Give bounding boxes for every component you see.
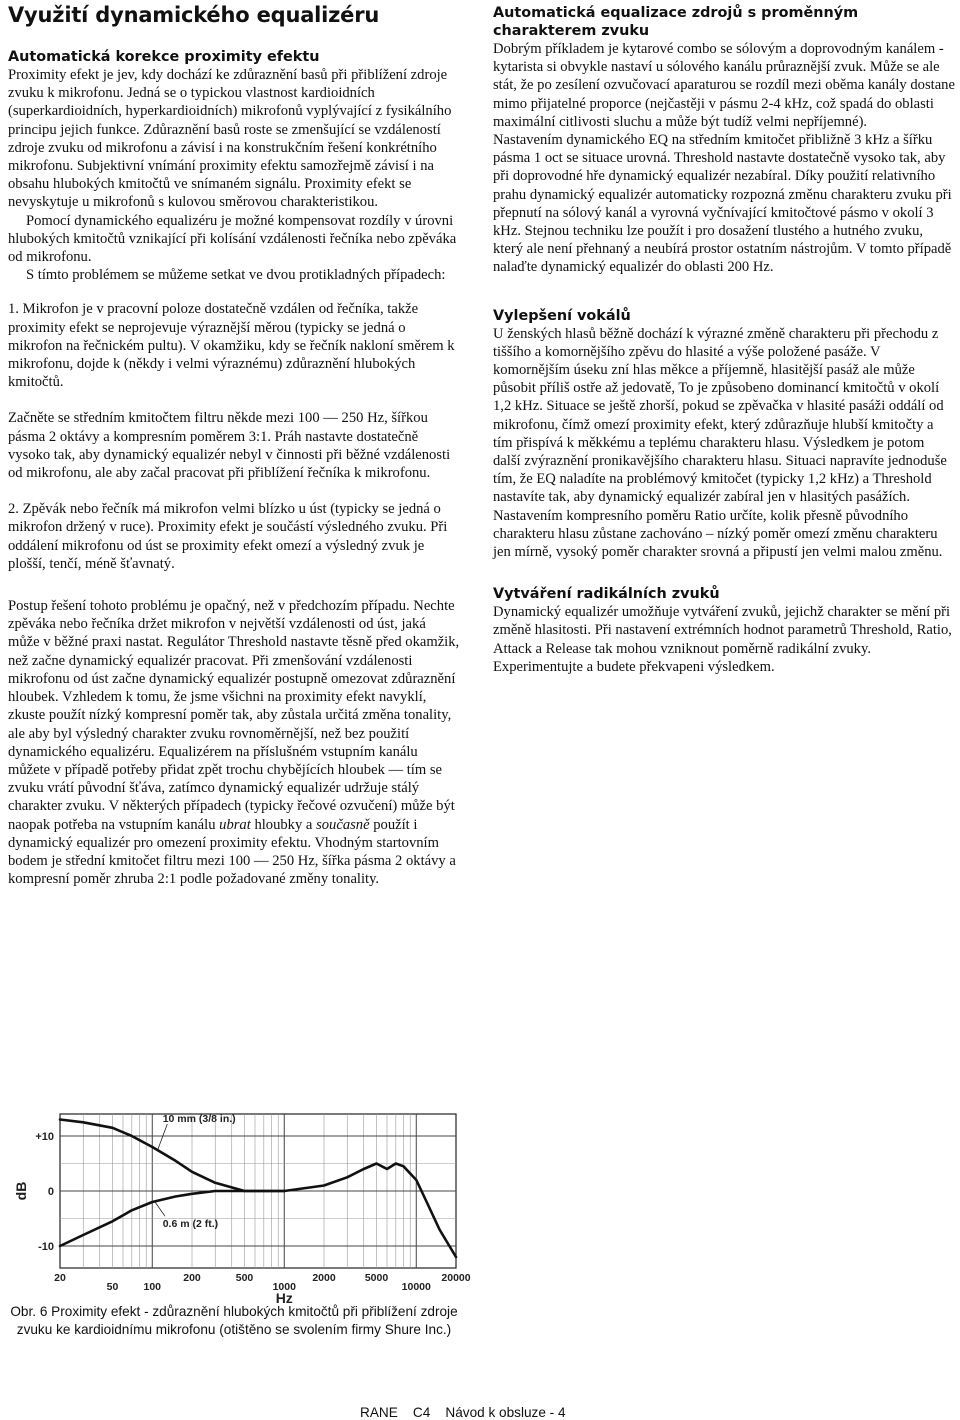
paragraph: Dynamický equalizér umožňuje vytváření zvuků, jejichž charakter se mění při změně hlasitosti. Při nastavení extrémních hodnot parametrů Threshold, Ratio, Attack a Release tak mohou vzniknout poměrně radikální zvuky. Experimentujte a budete překvapeni výsledkem. [493, 604, 952, 675]
y-tick-label: 0 [47, 1186, 54, 1198]
footer-brand: RANE [360, 1405, 398, 1420]
x-tick-label: 5000 [364, 1272, 389, 1284]
text-run: použít i dynamický equalizér pro omezení proximity efektu. Vhodným startovním bodem je střední kmitočet filtru mezi 100 — 250 Hz, šířka pásma 2 oktávy a kompresní poměr zhruba 2:1 podle požadované změny tonality. [8, 816, 456, 888]
x-tick-label: 20000 [441, 1272, 471, 1284]
paragraph: Pomocí dynamického equalizéru je možné kompensovat rozdíly v úrovni hlubokých kmitočtů vznikající při kolísání vzdálenosti řečníka nebo zpěváka od mikrofonu. [8, 212, 457, 266]
annotation-pointer [158, 1124, 168, 1150]
paragraph: Dobrým příkladem je kytarové combo se sólovým a doprovodným kanálem - kytarista si obvykle nastaví u sólového kanálu průraznější zvuk. Může se ale stát, že po zesílení ozvučovací aparaturou se rozdíl mezi oběma kanály dostane mimo přijatelné proporce (nejčastěji v pásmu 2-4 kHz, což spadá do oblasti maximální citlivosti sluchu a může být tudíž velmi nepříjemné). [493, 41, 955, 130]
emphasis-soucasne: současně [316, 816, 370, 833]
y-tick-label: +10 [35, 1131, 54, 1143]
paragraph: Začněte se středním kmitočtem filtru někde mezi 100 — 250 Hz, šířkou pásma 2 oktávy a kompresním poměrem 3:1. Práh nastavte dostatečně vysoko tak, aby dynamický equalizér nebyl v činnosti při běžné vzdálenosti od mikrofonu, ale aby začal pracovat při přiblížení řečníka k mikrofonu. [8, 410, 451, 482]
text-run: hloubky a [254, 816, 313, 833]
page-title: Využití dynamického equalizéru [8, 3, 380, 27]
proximity-chart [8, 1102, 471, 1306]
chart-svg [8, 1102, 471, 1306]
series-line-1 [60, 1120, 456, 1258]
paragraph-case-1: 1. Mikrofon je v pracovní poloze dostatečně vzdálen od řečníka, takže proximity efekt se neprojevuje výraznější měrou (typicky se jedná o mikrofon na řečnickém pultu). V okamžiku, kdy se řečník nakloní směrem k mikrofonu, dojde k (někdy i velmi výraznému) zdůraznění hlubokých kmitočtů. [8, 301, 455, 391]
text-run: Postup řešení tohoto problému je opačný, než v předchozím případu. Nechte zpěváka nebo řečníka držet mikrofon v největší vzdálenosti od úst, jaká může v běžné praxi nastat. Regulátor Threshold nastavte těsně před okamžik, než začne dynamický equalizér pracovat. Při zmenšování vzdálenosti mikrofonu od úst začne dynamický equalizér postupně omezovat zdůraznění hloubek. Vzhledem k tomu, že jsme všichni na proximity efekt navyklí, zkuste použít nízký kompresní poměr tak, aby zůstala určitá změna tonality, ale aby byl výsledný charakter zvuku rovnoměrnější, než bez použití dynamického equalizéru. Equalizérem na příslušném vstupním kanálu můžete v případě potřeby přidat zpět trochu chybějících hloubek — tím se zvuku vrátí původní šťáva, zatímco dynamický equalizér udržuje stálý charakter zvuku. V některých případech (typicky řečové ozvučení) může být naopak potřeba na vstupním kanálu [8, 598, 460, 833]
x-tick-label: 20 [54, 1272, 66, 1284]
x-tick-label: 200 [183, 1272, 201, 1284]
x-tick-label: 2000 [312, 1272, 336, 1284]
x-tick-label: 500 [235, 1272, 254, 1284]
figure-caption: Obr. 6 Proximity efekt - zdůraznění hlubokých kmitočtů při přiblížení zdroje zvuku ke kardioidnímu mikrofonu (otištěno se svolením firmy Shure Inc.) [10, 1304, 458, 1337]
paragraph: S tímto problémem se můžeme setkat ve dvou protikladných případech: [26, 267, 446, 284]
section-heading-vocals: Vylepšení vokálů [493, 307, 631, 324]
x-axis-label: Hz [275, 1290, 293, 1306]
x-tick-label: 100 [143, 1281, 162, 1293]
x-tick-label: 50 [106, 1281, 119, 1293]
paragraph [8, 597, 460, 888]
y-axis-label: dB [13, 1181, 29, 1201]
paragraph: Nastavením dynamického EQ na středním kmitočet přibližně 3 kHz a šířku pásma 1 oct se situace urovná. Threshold nastavte dostatečně vysoko tak, aby při doprovodné hře dynamický equalizér nezabíral. Díky použití relativního prahu dynamický equalizér automaticky rozpozná změnu charakteru zvuku při přepnutí na sólový kanál a vyrovná vyčnívající kmitočtové pásmo v okolí 3 kHz. Stejnou techniku lze použít i pro dosažení tlustého a hutného zvuku, který ale není přehnaný a neubírá prostor ostatním nástrojům. V tomto případě nalaďte dynamický equalizér do oblasti 200 Hz. [493, 132, 952, 276]
paragraph: Proximity efekt je jev, kdy dochází ke zdůraznění basů při přiblížení zdroje zvuku k mikrofonu. Jedná se o typickou vlastnost kardioidních (superkardioidních, hyperkardioidních) mikrofonů vyplývající z fysikálního principu jejich funkce. Zdůraznění basů roste se zmenšující se vzdáleností zdroje zvuku od mikrofonu a závisí i na konstrukčním řešení konkrétního mikrofonu. Subjektivní vnímání proximity efektu samozřejmě závisí i na obsahu hlubokých kmitočtů ve snímaném signálu. Proximity efekt se nevyskytuje u mikrofonů s kulovou směrovou charakteristikou. [8, 67, 452, 211]
annotation-10mm: 10 mm (3/8 in.) [162, 1113, 236, 1125]
footer-model: C4 [412, 1405, 431, 1420]
y-tick-label: -10 [38, 1241, 54, 1253]
section-heading-auto-eq: Automatická equalizace zdrojů s proměnným charakterem zvuku [493, 5, 859, 39]
section-heading-proximity: Automatická korekce proximity efektu [8, 49, 320, 65]
emphasis-ubrat: ubrat [219, 816, 251, 833]
paragraph-case-2: 2. Zpěvák nebo řečník má mikrofon velmi blízko u úst (typicky se jedná o mikrofon držený v ruce). Proximity efekt je součástí výsledného zvuku. Při oddálení mikrofonu od úst se proximity efekt omezí a výsledný zvuk je plošší, tenčí, méně šťavnatý. [8, 501, 448, 572]
x-tick-label: 10000 [401, 1281, 431, 1293]
section-heading-radical: Vytváření radikálních zvuků [493, 586, 720, 603]
x-tick-label: 1000 [272, 1281, 296, 1293]
annotation-pointer [155, 1202, 165, 1216]
paragraph: U ženských hlasů běžně dochází k výrazné změně charakteru při přechodu z tiššího a komornějšího zpěvu do hlasité a výše položené pasáže. V komornějším úseku zní hlas měkce a příjemně, hlasitější pasáž ale může působit příliš ostře až jedovatě, To je způsobeno dominancí kmitočtů v okolí 1,2 kHz. Situace se ještě zhorší, pokud se zpěvačka v hlasité pasáži oddálí od mikrofonu, čímž omezí proximity efekt, který zdůrazňuje hlubší kmitočty a tím přispívá k měkkému a teplému charakteru hlasu. Výsledkem je potom další zvýraznění pronikavějšího charakteru hlasu. Situaci napravíte jednoduše tím, že EQ naladíte na problémový kmitočet (typicky 1,2 kHz) a Threshold nastavíte tak, aby dynamický equalizér zabíral jen v hlasitých pasážích. Nastavením kompresního poměru Ratio určíte, kolik přesně původního charakteru hlasu zůstane zachováno – nízký poměr omezí změnu charakteru jen mírně, vysoký poměr charakter srovná a připustí jen velmi malou změnu. [493, 325, 947, 561]
right-column [493, 4, 955, 676]
footer-page: Návod k obsluze - 4 [445, 1405, 566, 1420]
left-column [8, 48, 460, 888]
page-footer [360, 1405, 566, 1420]
annotation-0-6m: 0.6 m (2 ft.) [162, 1217, 219, 1230]
